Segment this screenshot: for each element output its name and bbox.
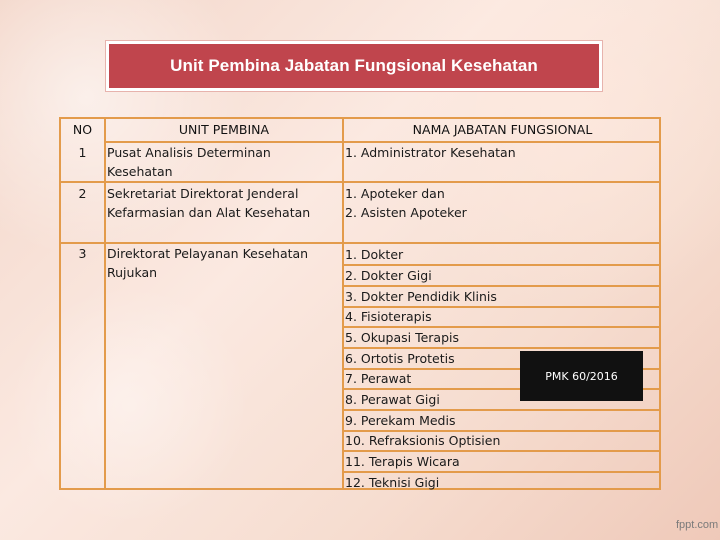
page-title: Unit Pembina Jabatan Fungsional Kesehatan [170, 56, 538, 75]
jabatan-item: 2. Dokter Gigi [345, 268, 432, 283]
header-jabatan: NAMA JABATAN FUNGSIONAL [412, 122, 593, 137]
title-banner [106, 41, 602, 91]
watermark-text: fppt.com [676, 519, 719, 531]
row-no: 3 [78, 246, 87, 261]
unit-cell-line: Pusat Analisis Determinan [107, 145, 271, 160]
jabatan-item: 1. Administrator Kesehatan [345, 145, 516, 160]
header-no: NO [72, 122, 93, 137]
unit-cell-line: Direktorat Pelayanan Kesehatan [107, 246, 309, 261]
table-divider [61, 181, 659, 183]
jabatan-item: 12. Teknisi Gigi [345, 475, 440, 490]
jabatan-item: 11. Terapis Wicara [345, 454, 460, 469]
jabatan-table [59, 117, 661, 490]
jabatan-item: 6. Ortotis Protetis [345, 351, 455, 366]
row-no: 2 [78, 186, 87, 201]
jabatan-item: 3. Dokter Pendidik Klinis [345, 289, 497, 304]
regulation-note: PMK 60/2016 [545, 369, 618, 383]
regulation-note-box [520, 351, 643, 401]
jabatan-item: 5. Okupasi Terapis [345, 330, 459, 345]
row-no: 1 [78, 145, 87, 160]
unit-cell-line: Rujukan [107, 265, 158, 280]
unit-cell-line: Kefarmasian dan Alat Kesehatan [107, 205, 311, 220]
header-unit: UNIT PEMBINA [178, 122, 270, 137]
unit-cell-line: Sekretariat Direktorat Jenderal [107, 186, 299, 201]
unit-cell-line: Kesehatan [107, 164, 173, 179]
table-divider [104, 119, 106, 488]
table-divider [342, 119, 344, 488]
jabatan-item: 4. Fisioterapis [345, 309, 432, 324]
jabatan-item: 2. Asisten Apoteker [345, 205, 467, 220]
jabatan-item: 7. Perawat [345, 371, 412, 386]
jabatan-item: 1. Apoteker dan [345, 186, 445, 201]
jabatan-item: 10. Refraksionis Optisien [345, 433, 501, 448]
jabatan-item: 1. Dokter [345, 247, 404, 262]
jabatan-item: 9. Perekam Medis [345, 413, 456, 428]
jabatan-item: 8. Perawat Gigi [345, 392, 440, 407]
